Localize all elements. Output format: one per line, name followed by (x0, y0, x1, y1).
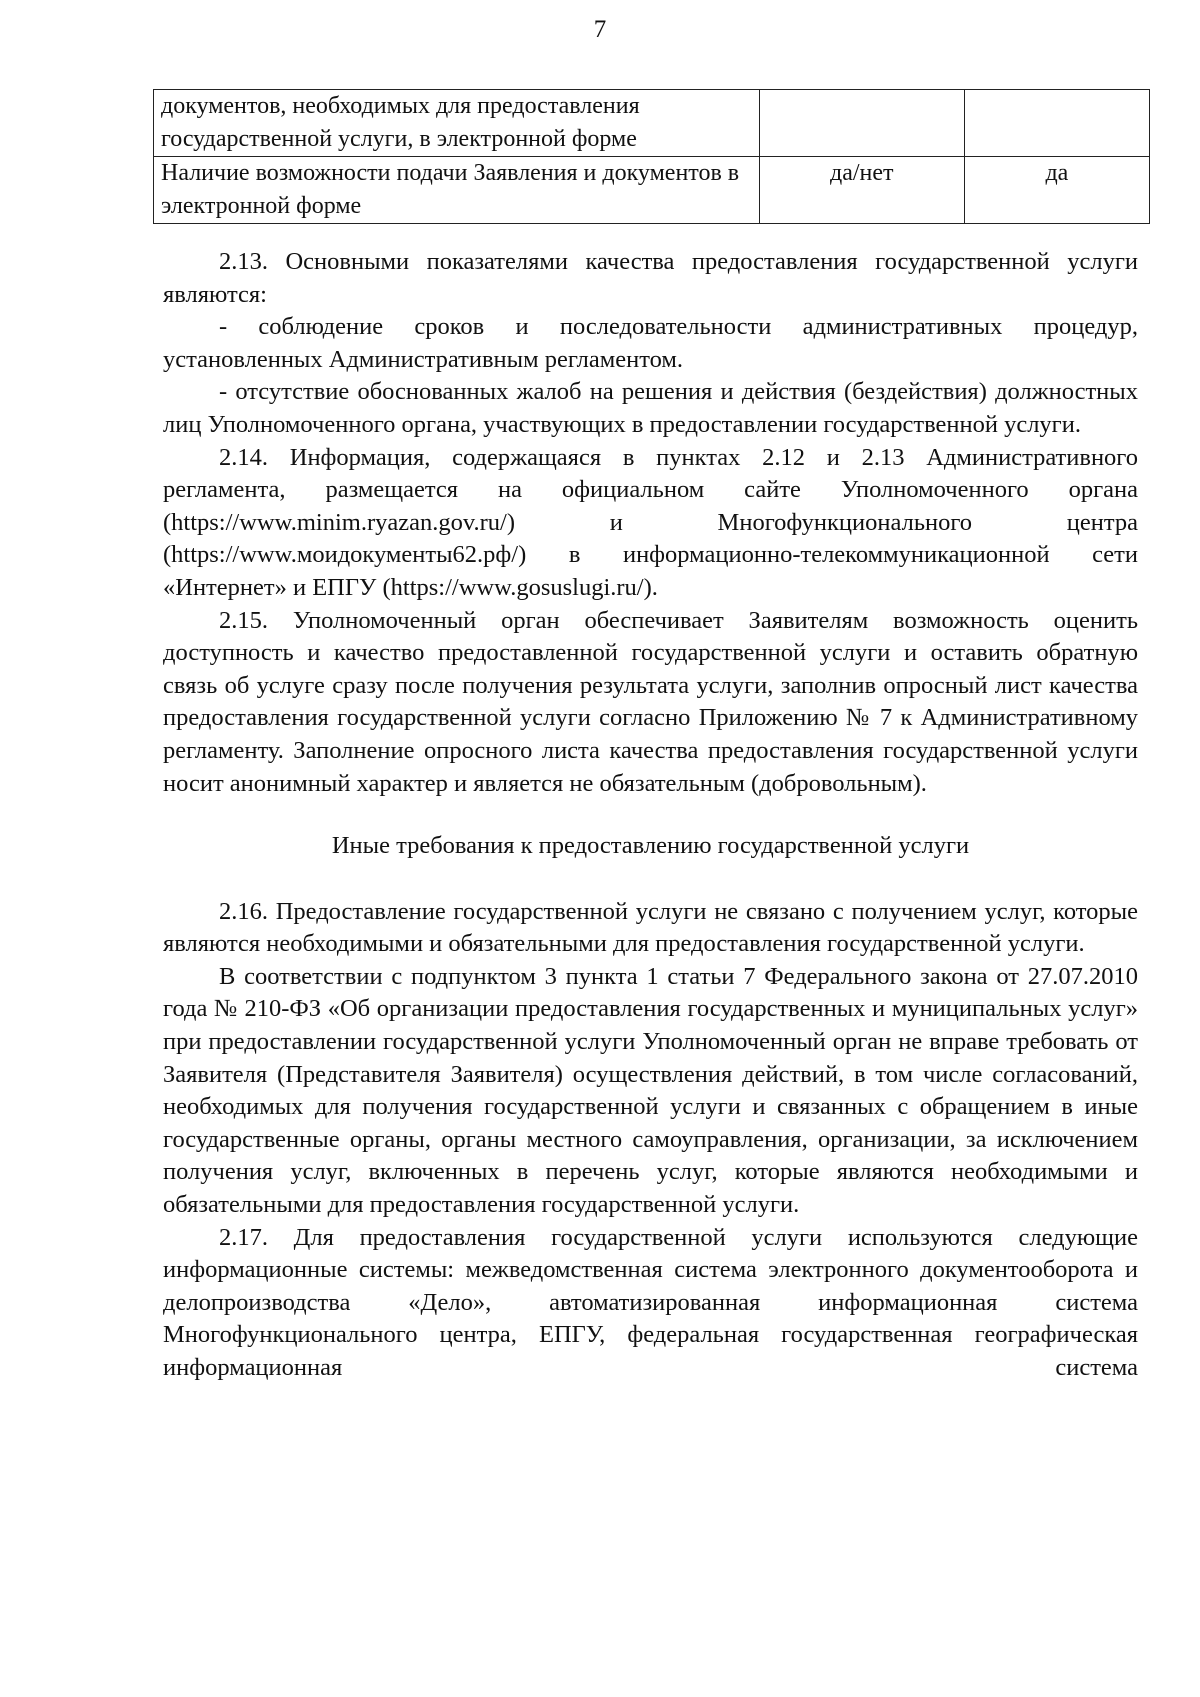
table-cell-value (964, 90, 1149, 157)
paragraph-2-17: 2.17. Для предоставления государственной услуги используются следующие информационные системы: межведомственная система электронного документооборота и делопроизводства «Дело», автоматизированная информационная система Многофункционального центра, ЕПГУ, федеральная государственная географическая информационная система (163, 1223, 1138, 1381)
paragraph-2-16: 2.16. Предоставление государственной услуги не связано с получением услуг, которые являются необходимыми и обязательными для предоставления государственной услуги. (163, 897, 1138, 958)
paragraph-2-15: 2.15. Уполномоченный орган обеспечивает Заявителям возможность оценить доступность и качество предоставленной государственной услуги и оставить обратную связь об услуге сразу после получения результата услуги, заполнив опросный лист качества предоставления государственной услуги согласно Приложению № 7 к Административному регламенту. Заполнение опросного листа качества предоставления государственной услуги носит анонимный характер и является не обязательным (добровольным). (163, 606, 1138, 797)
table-row (154, 157, 1150, 224)
indicators-table (153, 89, 1150, 224)
page-number: 7 (593, 16, 607, 43)
paragraph-2-13-item-a: - соблюдение сроков и последовательности административных процедур, установленных Административным регламентом. (163, 313, 1138, 373)
table-cell-indicator: документов, необходимых для предоставления государственной услуги, в электронной форме (154, 90, 760, 157)
table-row (154, 90, 1150, 157)
table-cell-indicator: Наличие возможности подачи Заявления и документов в электронной форме (154, 157, 760, 224)
paragraph-2-13-item-b: - отсутствие обоснованных жалоб на решения и действия (бездействия) должностных лиц Уполномоченного органа, участвующих в предоставлении государственной услуги. (163, 378, 1138, 438)
paragraph-2-16-continued: В соответствии с подпунктом 3 пункта 1 статьи 7 Федерального закона от 27.07.2010 года № 210-ФЗ «Об организации предоставления государственных и муниципальных услуг» при предоставлении государственной услуги Уполномоченный орган не вправе требовать от Заявителя (Представителя Заявителя) осуществления действий, в том числе согласований, необходимых для получения государственной услуги и связанных с обращением в иные государственные органы, органы местного самоуправления, организации, за исключением получения услуг, включенных в перечень услуг, которые являются необходимыми и обязательными для предоставления государственной услуги. (163, 962, 1138, 1219)
section-heading: Иные требования к предоставлению государственной услуги (331, 832, 970, 860)
table-cell-value: да (964, 157, 1149, 224)
paragraph-2-13: 2.13. Основными показателями качества предоставления государственной услуги являются: (163, 248, 1138, 308)
paragraph-2-14: 2.14. Информация, содержащаяся в пунктах 2.12 и 2.13 Административного регламента, размещается на официальном сайте Уполномоченного органа (https://www.minim.ryazan.gov.ru/) и Многофункционального центра (https://www.моидокументы62.рф/) в информационно-телекоммуникационной сети «Интернет» и ЕПГУ (https://www.gosuslugi.ru/). (163, 443, 1138, 601)
table-cell-unit: да/нет (759, 157, 964, 224)
table-cell-unit (759, 90, 964, 157)
document-body (163, 246, 1138, 1385)
